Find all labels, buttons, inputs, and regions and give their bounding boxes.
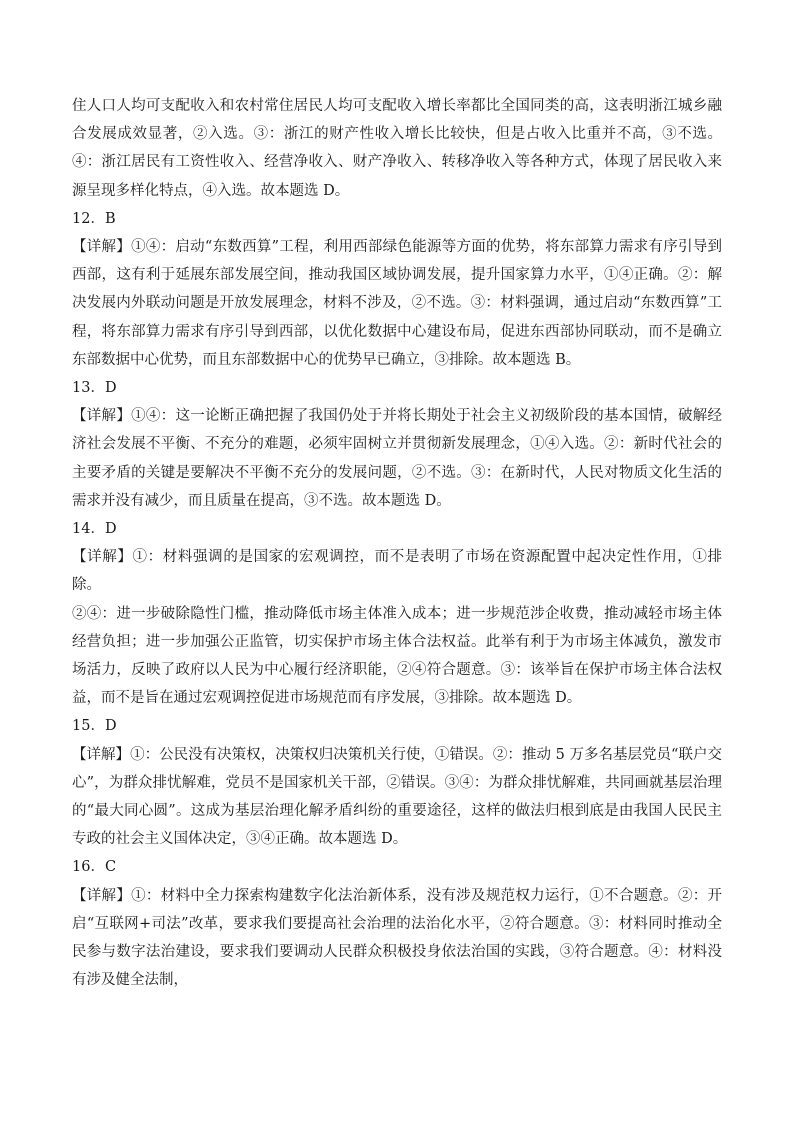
paragraph-continuation-11	[72, 92, 722, 205]
explanation-tag: 【详解】	[72, 408, 132, 425]
paragraph-text: ①④：这一论断正确把握了我国仍处于并将长期处于社会主义初级阶段的基本国情，破解经济社会发展不平衡、不充分的难题，必须牢固树立并贯彻新发展理念，①④入选。②：新时代社会的主要矛盾的关键是要解决不平衡不充分的发展问题，②不选。③：在新时代，人民对物质文化生活的需求并没有减少，而且质量在提高，③不选。故本题选 D。	[72, 408, 723, 509]
paragraph-text: ①：材料强调的是国家的宏观调控，而不是表明了市场在资源配置中起决定性作用，①排除。	[72, 549, 723, 594]
explanation-tag: 【详解】	[72, 549, 133, 566]
paragraph-text: ①：材料中全力探索构建数字化法治新体系，没有涉及规范权力运行，①不合题意。②：开启“互联网+司法”改革，要求我们要提高社会治理的法治化水平，②符合题意。③：材料同时推动全民参与数字法治建设，要求我们要调动人民群众积极投身依法治国的实践，③符合题意。④：材料没有涉及健全法制，	[72, 887, 723, 989]
explanation-15	[72, 741, 722, 854]
answer-number-12: 12．B	[72, 210, 116, 227]
explanation-14-continued	[72, 600, 722, 713]
answer-number-16: 16．C	[72, 859, 117, 876]
explanation-tag: 【详解】	[72, 887, 132, 904]
paragraph-text: ②④：进一步破除隐性门槛，推动降低市场主体准入成本；进一步规范涉企收费，推动减轻市场主体经营负担；进一步加强公正监管，切实保护市场主体合法权益。此举有利于为市场主体减负，激发市场活力，反映了政府以人民为中心履行经济职能，②④符合题意。③：该举旨在保护市场主体合法权益，而不是旨在通过宏观调控促进市场规范而有序发展，③排除。故本题选 D。	[72, 605, 722, 707]
paragraph-text: 住人口人均可支配收入和农村常住居民人均可支配收入增长率都比全国同类的高，这表明浙江城乡融合发展成效显著，②入选。③：浙江的财产性收入增长比较快，但是占收入比重并不高，③不选。④：浙江居民有工资性收入、经营净收入、财产净收入、转移净收入等各种方式，体现了居民收入来源呈现多样化特点，④入选。故本题选 D。	[72, 98, 722, 199]
explanation-tag: 【详解】	[72, 239, 132, 256]
answer-number-14: 14．D	[72, 521, 117, 538]
paragraph-text: ①：公民没有决策权，决策权归决策机关行使，①错误。②：推动 5 万多名基层党员“联户交心”，为群众排忧解难，党员不是国家机关干部，②错误。③④：为群众排忧解难，共同画就基层治理的“最大同心圆”。这成为基层治理化解矛盾纠纷的重要途径，这样的做法归根到底是由我国人民民主专政的社会主义国体决定，③④正确。故本题选 D。	[72, 746, 722, 848]
answer-number-13: 13．D	[72, 380, 117, 397]
paragraph-text: ①④：启动“东数西算”工程，利用西部绿色能源等方面的优势，将东部算力需求有序引导到西部，这有利于延展东部发展空间，推动我国区域协调发展，提升国家算力水平，①④正确。②：解决发展内外联动问题是开放发展理念，材料不涉及，②不选。③：材料强调，通过启动“东数西算”工程，将东部算力需求有序引导到西部，以优化数据中心建设布局，促进东西部协同联动，而不是确立东部数据中心优势，而且东部数据中心的优势早已确立，③排除。故本题选 B。	[72, 239, 722, 368]
explanation-13	[72, 402, 722, 515]
explanation-14	[72, 543, 722, 599]
explanation-tag: 【详解】	[72, 746, 131, 763]
explanation-12	[72, 233, 722, 374]
answer-number-15: 15．D	[72, 718, 117, 735]
explanation-16	[72, 882, 722, 995]
document-page	[72, 92, 722, 995]
